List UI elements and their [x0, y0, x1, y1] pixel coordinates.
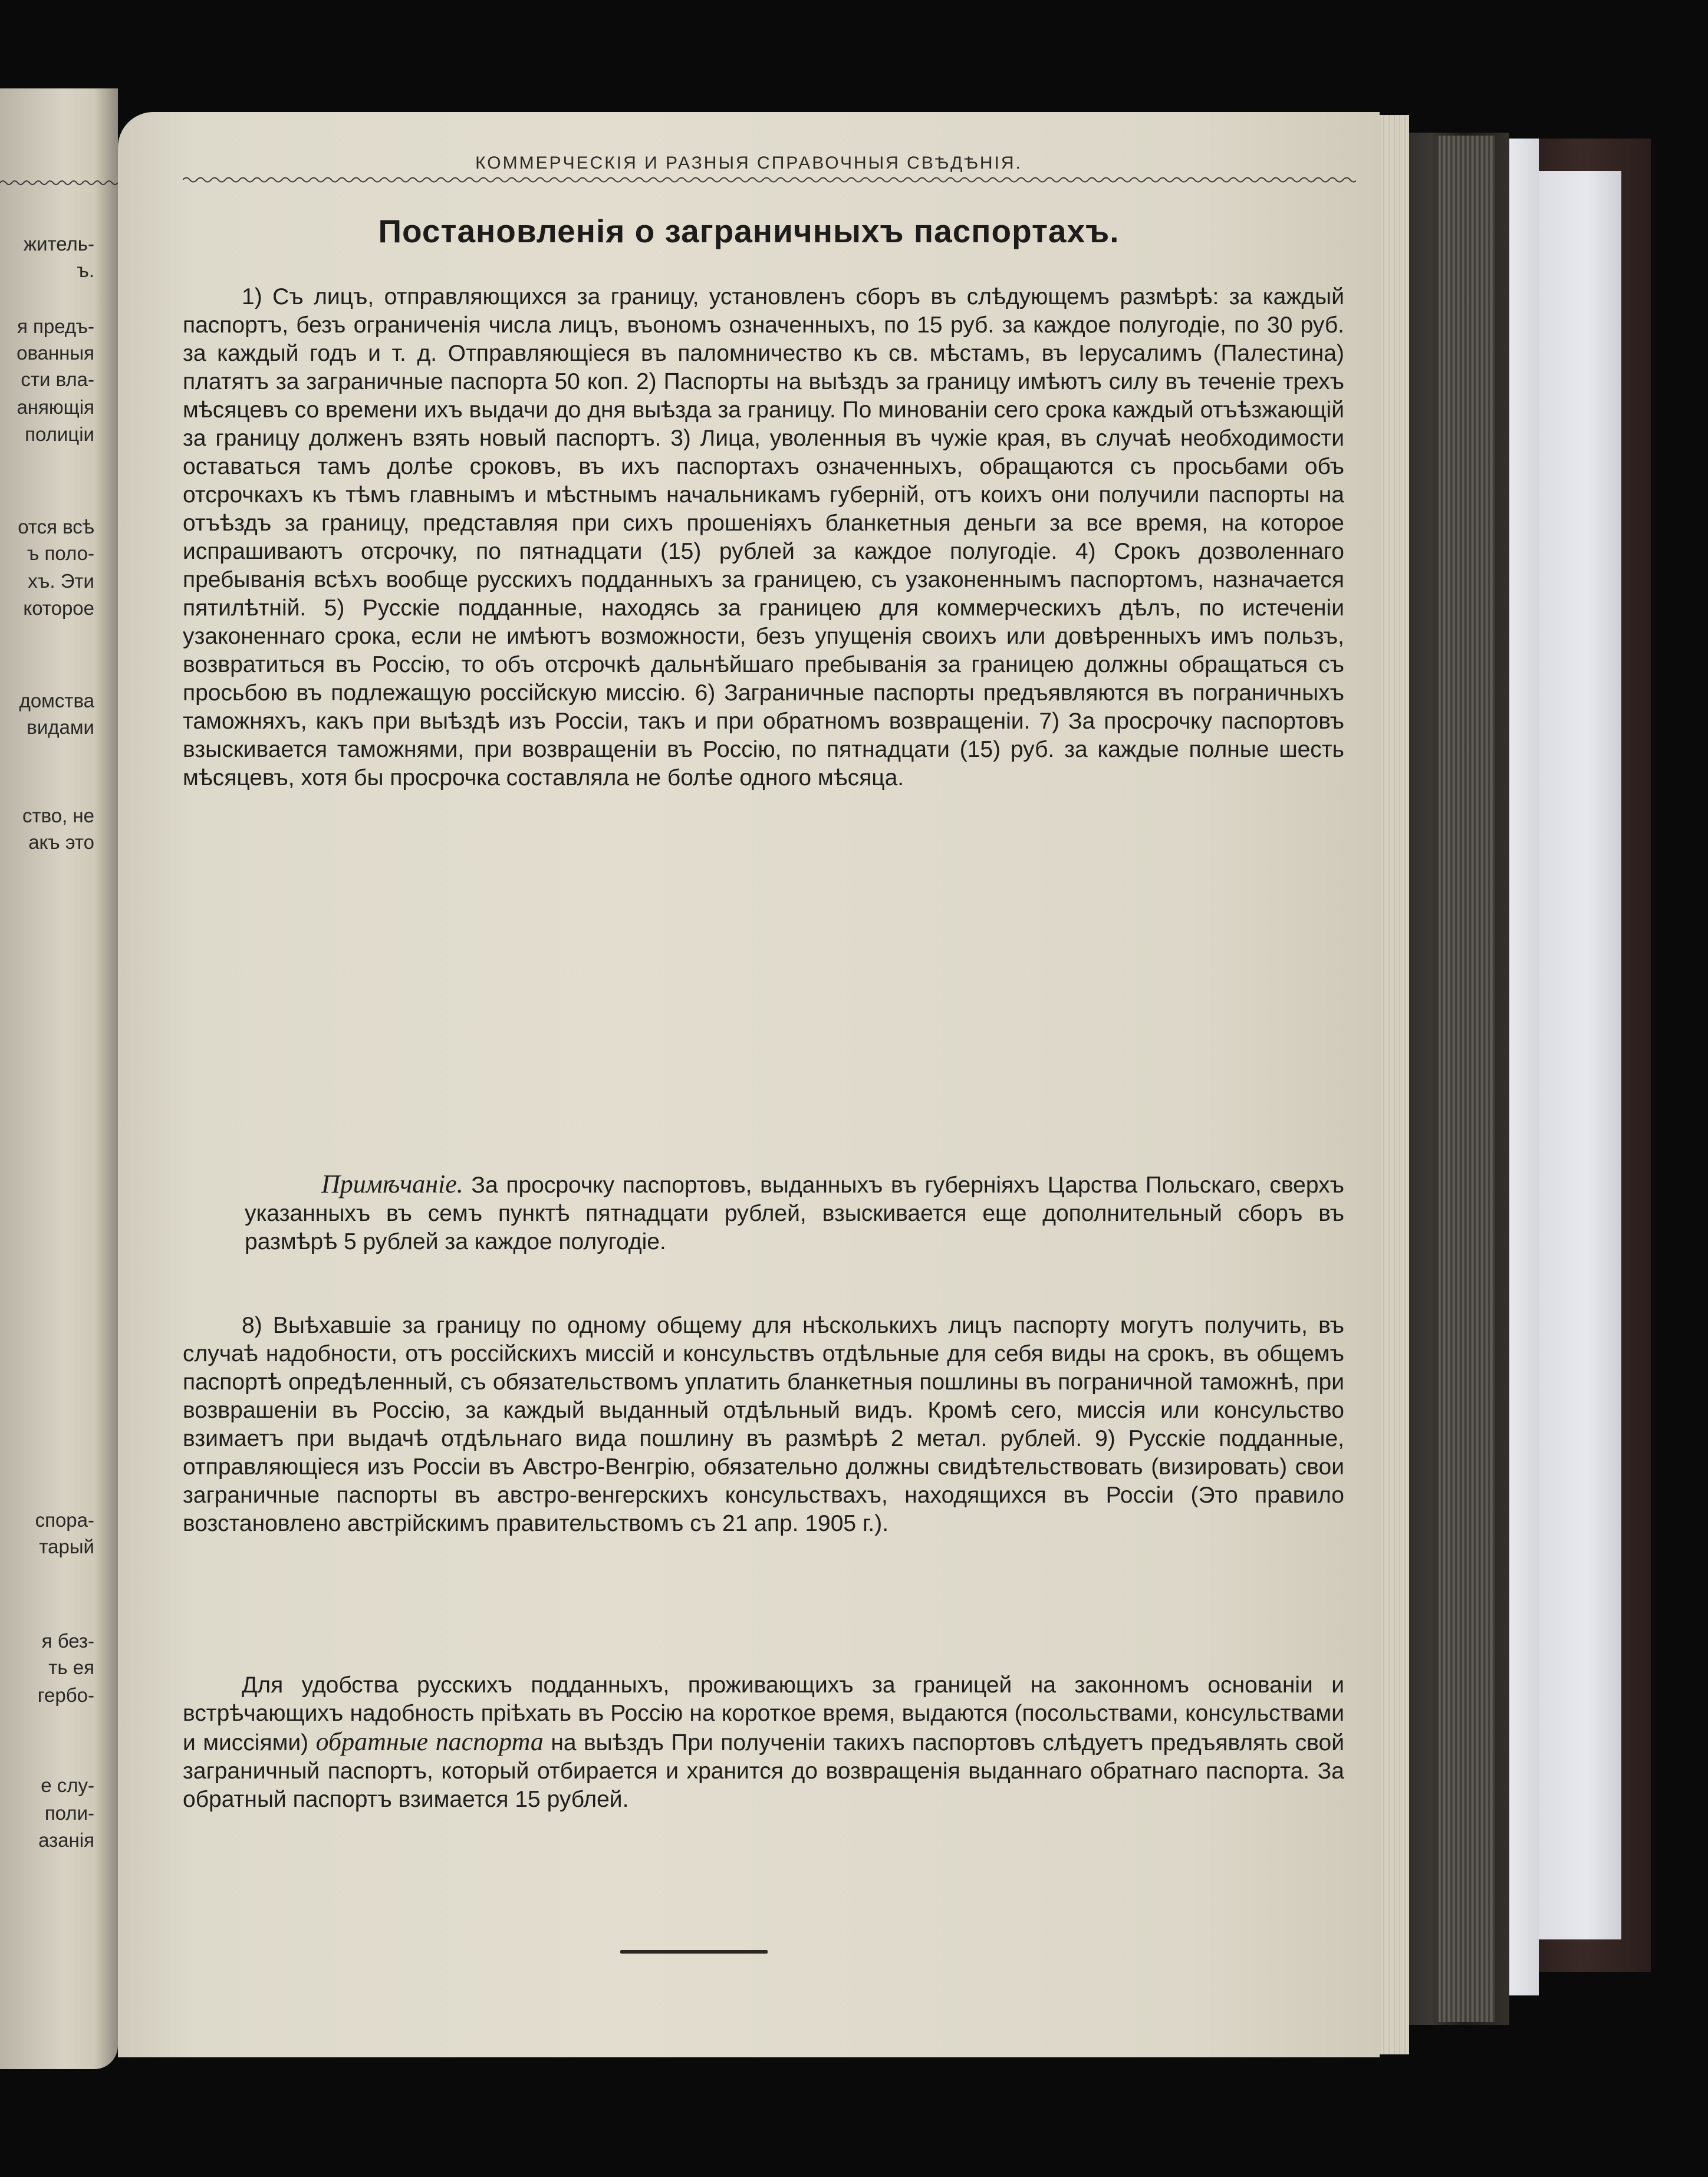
left-page-fragment: я предъ-: [17, 315, 94, 337]
left-page-fragment: ъ поло-: [27, 542, 94, 564]
left-page-fragment: ство, не: [22, 805, 94, 826]
left-page-fragment: азанія: [38, 1829, 94, 1851]
left-page-fragment: тарый: [39, 1536, 94, 1557]
paragraph-2: 8) Выѣхавшіе за границу по одному общему для нѣсколькихъ лицъ паспорту могутъ получить, въ случаѣ надобности, отъ россійскихъ миссій и консульствъ отдѣльные для себя виды на срокъ, въ общемъ паспортѣ опредѣленный, съ обязательствомъ уплатить бланкетныя пошлины въ пограничной таможнѣ, при возврашеніи въ Россію, за каждый выданный отдѣльный видъ. Кромѣ сего, миссія или консульство взимаетъ при выдачѣ отдѣльнаго вида пошлину въ размѣрѣ 2 метал. рублей. 9) Русскіе подданные, отправляющіеся изъ Россіи въ Австро-Венгрію, обязательно должны свидѣтельствовать (визировать) свои заграничные паспорты въ австро-венгерскихъ консульствахъ, находящихся въ Россіи (Это правило возстановлено австрійскимъ правительствомъ съ 21 апр. 1905 г.).: [183, 1313, 1344, 1536]
paragraph-3-italic: обратные паспорта: [315, 1727, 544, 1756]
paragraph-3: [183, 1671, 1344, 1814]
left-page-fragment: домства: [19, 690, 94, 712]
left-page-fragment: ованныя: [17, 342, 94, 364]
header-wavy-rule: [183, 171, 1356, 189]
left-page-fragment: полиціи: [25, 423, 94, 445]
left-page-fragment: е слу-: [41, 1774, 94, 1796]
left-header-ornament: [0, 177, 118, 189]
left-page-fragment: отся всѣ: [18, 516, 94, 538]
paragraph-1: 1) Съ лицъ, отправляющихся за границу, установленъ сборъ въ слѣдующемъ размѣрѣ: за каждый паспортъ, безъ ограниченія числа лицъ, въономъ означенныхъ, по 15 руб. за каждое полугодіе, по 30 руб. за каждый годъ и т. д. Отправляющіеся въ паломничество къ св. мѣстамъ, въ Іерусалимъ (Палестина) платятъ за заграничные паспорта 50 коп. 2) Паспорты на выѣздъ за границу имѣютъ силу въ теченіе трехъ мѣсяцевъ со времени ихъ выдачи до дня выѣзда за границу. По минованіи сего срока каждый отъѣзжающій за границу долженъ взять новый паспортъ. 3) Лица, уволенныя въ чужіе края, въ случаѣ необходимости оставаться тамъ долѣе сроковъ, въ ихъ паспортахъ означенныхъ, обращаются съ просьбами объ отсрочкахъ къ тѣмъ главнымъ и мѣстнымъ начальникамъ губерній, отъ коихъ они получили паспорты на отъѣздъ за границу, представляя при сихъ прошеніяхъ бланкетныя деньги за все время, на которое испрашиваютъ отсрочку, по пятнадцати (15) рублей за каждое полугодіе. 4) Срокъ дозволеннаго пребыванія всѣхъ вообще русскихъ подданныхъ за границею, съ узаконеннымъ паспортомъ, назначается пятилѣтній. 5) Русскіе подданные, находясь за границею для коммерческихъ дѣлъ, по истеченіи узаконеннаго срока, если не имѣютъ возможности, безъ упущенія своихъ или довѣренныхъ имъ пользъ, возвратиться въ Россію, то объ отсрочкѣ дальнѣйшаго пребыванія за границею должны обращаться съ просьбою въ подлежащую россійскую миссію. 6) Заграничные паспорты предъявляются въ пограничныхъ таможняхъ, какъ при выѣздѣ изъ Россіи, такъ и при обратномъ возвращеніи. 7) За просрочку паспортовъ взыскивается таможнями, при возвращеніи въ Россію, по пятнадцати (15) руб. за каждые полные шесть мѣсяцевъ, хотя бы просрочка составляла не болѣе одного мѣсяца.: [183, 284, 1344, 791]
left-page-fragment: житель-: [24, 233, 94, 255]
left-page-fragment: хъ. Эти: [28, 570, 94, 592]
running-head: КОММЕРЧЕСКІЯ И РАЗНЫЯ СПРАВОЧНЫЯ СВѢДѢНІЯ.: [475, 153, 1022, 173]
main-page: [118, 112, 1380, 2057]
left-page-fragment: поли-: [44, 1802, 94, 1824]
left-page-fragment: я без-: [41, 1630, 94, 1652]
left-page-fragment: ъ.: [77, 259, 94, 281]
left-page-fragment: спора-: [35, 1509, 94, 1531]
left-page-fragment: ть ея: [48, 1656, 94, 1678]
page-stack-edges: [1439, 136, 1495, 2022]
book-cover-inner-board: [1533, 171, 1621, 1939]
paragraph-3-end: на выѣздъ При полученіи такихъ паспортовъ слѣдуетъ предъявлять свой заграничный паспортъ, который отбирается и хранится до возвращенія выданнаго обратнаго паспорта. За обратный паспортъ взимается 15 рублей.: [183, 1730, 1344, 1812]
left-page-fragment: акъ это: [28, 831, 94, 853]
left-page-fragment: которое: [23, 597, 94, 619]
paragraph-3-start: Для удобства русскихъ подданныхъ, проживающихъ за границей на законномъ основаніи и встрѣчающихъ надобность пріѣхать въ Россію на короткое время, выдаются (посольствами, консульствами и миссіями): [183, 1672, 1344, 1756]
closing-rule: [620, 1950, 768, 1954]
document-title: Постановленія о заграничныхъ паспортахъ.: [378, 213, 1120, 249]
note-paragraph: [245, 1170, 1344, 1256]
left-facing-page: [0, 88, 118, 2069]
left-page-fragment: сти вла-: [21, 368, 94, 390]
left-page-fragment: видами: [27, 716, 94, 738]
note-label: Примѣчаніе.: [321, 1170, 463, 1198]
left-page-fragment: аняющія: [17, 396, 94, 418]
note-text: За просрочку паспортовъ, выданныхъ въ губерніяхъ Царства Польскаго, сверхъ указанныхъ въ семъ пунктѣ пятнадцати рублей, взыскивается еще дополнительный сборъ въ размѣрѣ 5 рублей за каждое полугодіе.: [245, 1173, 1344, 1254]
left-page-fragment: гербо-: [37, 1684, 94, 1706]
